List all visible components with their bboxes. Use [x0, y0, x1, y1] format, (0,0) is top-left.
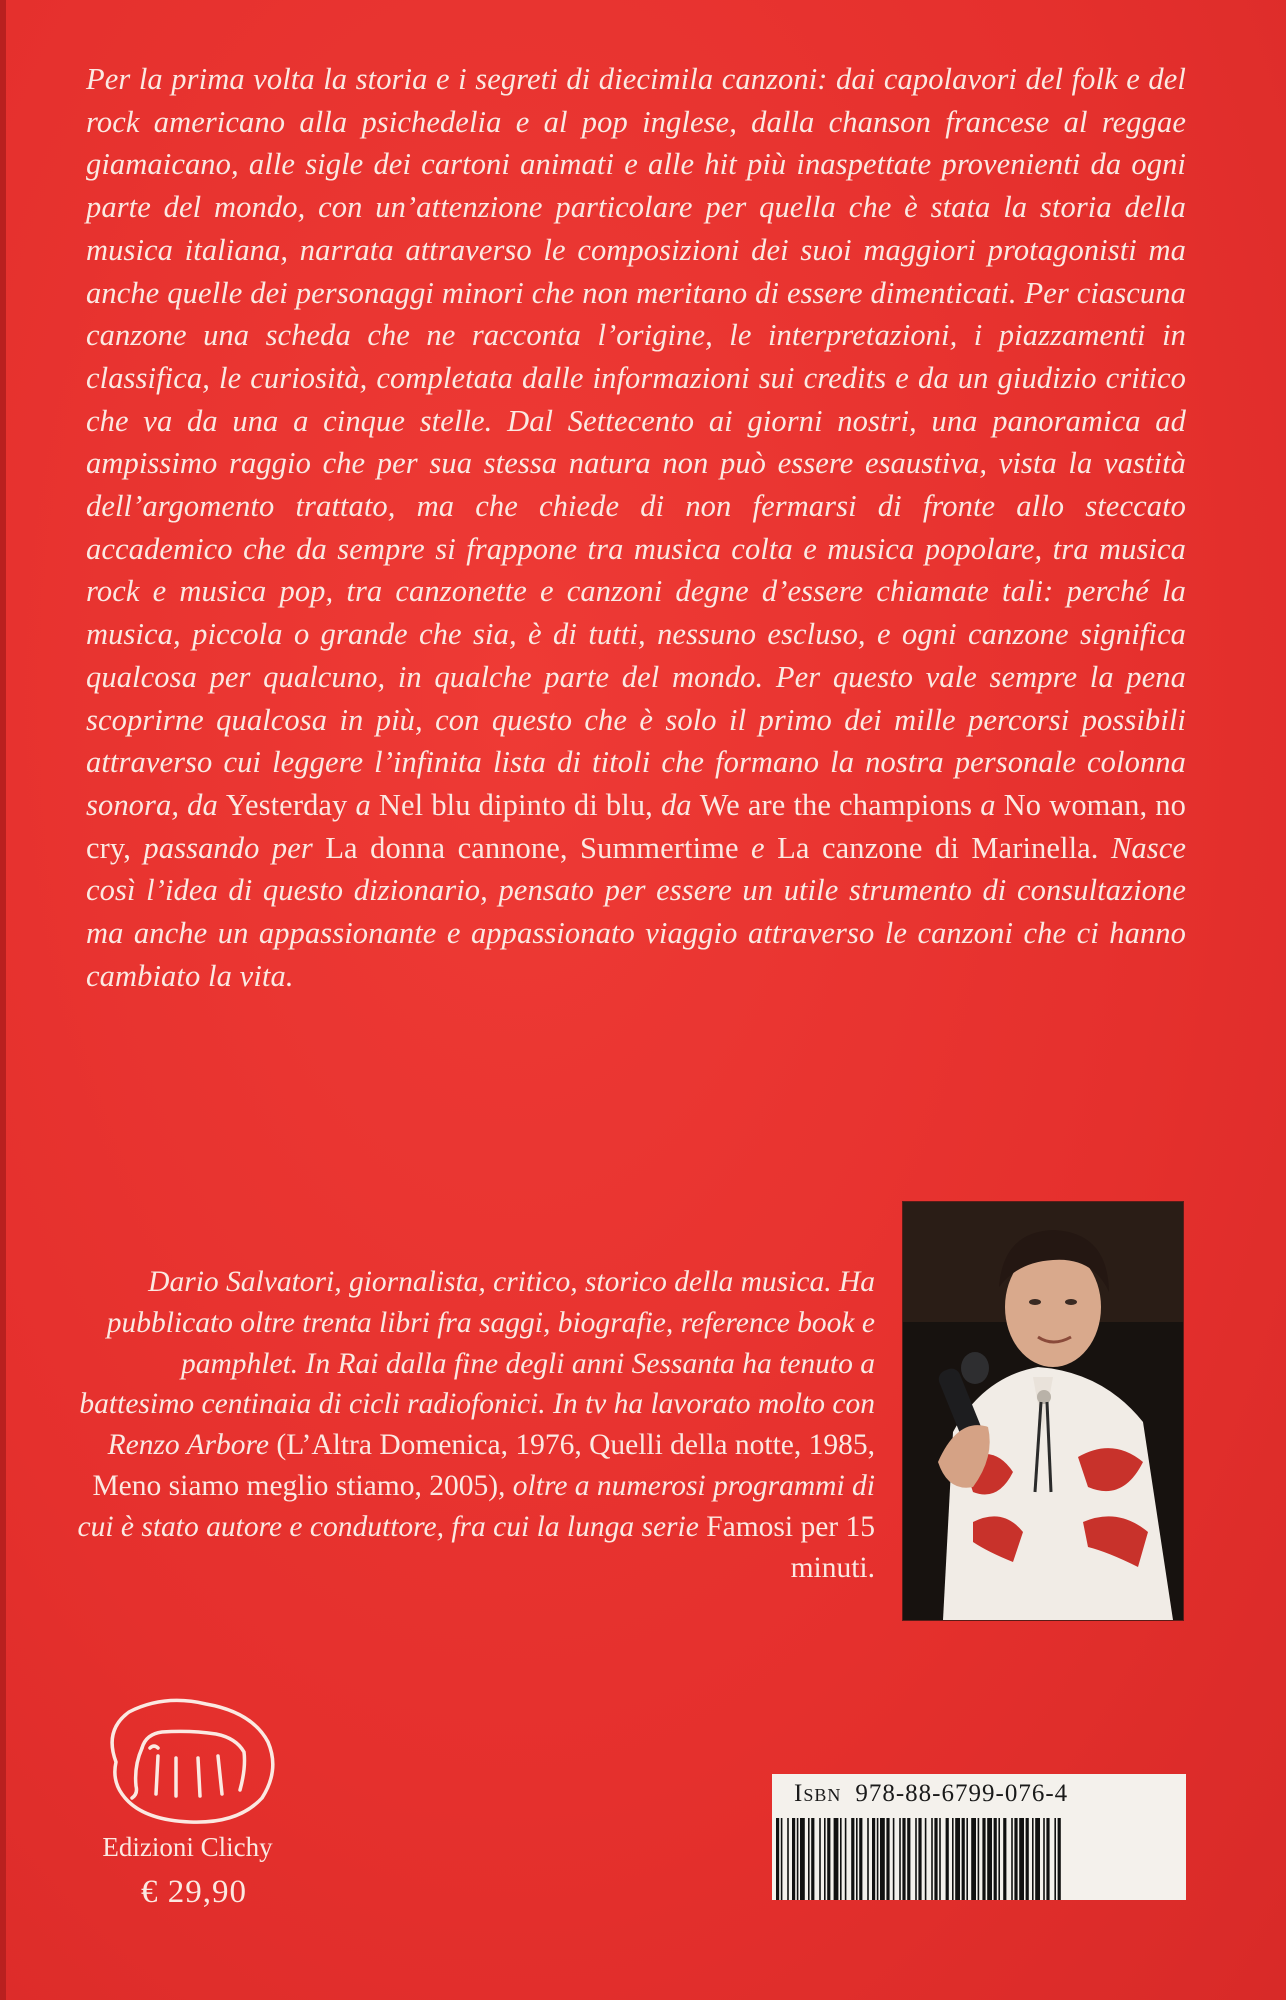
barcode-bar: [925, 1818, 927, 1900]
barcode-bar: [982, 1818, 985, 1900]
bio-segment: Dario Salvatori, giornalista, critico, storico della musica. Ha pubblicato oltre trenta libri fra saggi, biografie, reference book e pamphlet. In Rai dalla fine degli anni Sessanta ha tenuto a battesimo centinaia di cicli radiofonici. In tv ha lavorato molto con Renzo Arbore: [79, 1266, 875, 1462]
barcode-bar: [1043, 1818, 1045, 1900]
barcode-bar: [998, 1818, 1000, 1900]
barcode-bar: [978, 1818, 980, 1900]
barcode-bar: [893, 1818, 895, 1900]
barcode-bar: [994, 1818, 997, 1900]
isbn-label: Isbn: [794, 1780, 842, 1807]
barcode-bar: [792, 1818, 795, 1900]
barcode-bar: [907, 1818, 910, 1900]
barcode-bar: [859, 1818, 862, 1900]
barcode-bar: [880, 1818, 885, 1900]
barcode-bar: [899, 1818, 901, 1900]
barcode-bar: [952, 1818, 954, 1900]
barcode-bar: [955, 1818, 960, 1900]
isbn-number: 978-88-6799-076-4: [855, 1780, 1069, 1807]
blurb-segment: We are the champions: [699, 787, 973, 822]
barcode-bar: [1054, 1818, 1056, 1900]
barcode-bar: [776, 1818, 779, 1900]
barcode-bar: [915, 1818, 917, 1900]
blurb-segment: a: [347, 787, 379, 822]
blurb-segment: No woman, no cry,: [86, 787, 1186, 865]
blurb-segment: a: [972, 787, 1004, 822]
blurb-segment: Nasce così l’idea di questo dizionario, pensato per essere un utile strumento di consultazione ma anche un appassionante e appassionato viaggio attraverso le canzoni che ci hanno cambiato la vita.: [86, 830, 1187, 993]
barcode-bar: [934, 1818, 937, 1900]
barcode-bar: [851, 1818, 854, 1900]
barcode-bar: [808, 1818, 810, 1900]
elephant-logo-icon: [94, 1690, 284, 1826]
blurb-segment: Yesterday: [225, 787, 348, 822]
barcode-bar: [886, 1818, 889, 1900]
cover-edge: [0, 0, 6, 2000]
barcode-bar: [1026, 1818, 1029, 1900]
barcode-bar: [824, 1818, 826, 1900]
blurb-segment: da: [652, 787, 700, 822]
bio-segment: , oltre a numerosi programmi di cui è stato autore e conduttore, fra cui la lunga serie: [77, 1469, 875, 1543]
blurb-segment: La canzone di Marinella.: [777, 830, 1099, 865]
barcode-bar: [787, 1818, 789, 1900]
barcode-bar: [800, 1818, 805, 1900]
isbn-text: [794, 1780, 1068, 1808]
barcode: [772, 1818, 1186, 1900]
barcode-bar: [902, 1818, 905, 1900]
barcode-bar: [946, 1818, 949, 1900]
barcode-bar: [1035, 1818, 1040, 1900]
barcode-bar: [797, 1818, 799, 1900]
barcode-bar: [827, 1818, 830, 1900]
barcode-bar: [819, 1818, 821, 1900]
author-bio-paragraph: [60, 1262, 875, 1588]
barcode-bar: [834, 1818, 839, 1900]
barcode-bar: [1014, 1818, 1017, 1900]
blurb-paragraph: [86, 58, 1186, 997]
publisher-name: Edizioni Clichy: [102, 1832, 273, 1862]
barcode-bar: [811, 1818, 814, 1900]
bio-segment: (L’Altra Domenica, 1976, Quelli della notte, 1985, Meno siamo meglio stiamo, 2005): [92, 1429, 875, 1502]
barcode-bar: [962, 1818, 965, 1900]
bio-segment: Famosi per 15 minuti.: [706, 1510, 875, 1584]
barcode-bar: [1019, 1818, 1024, 1900]
author-bio: [60, 1262, 875, 1588]
barcode-bar: [987, 1818, 992, 1900]
blurb-segment: Per la prima volta la storia e i segreti di diecimila canzoni: dai capolavori del folk e del rock americano alla psichedelia e al pop inglese, dalla chanson francese al reggae giamaicano, alle sigle dei cartoni animati e alle hit più inaspettate provenienti da ogni parte del mondo, con un’attenzione particolare per quella che è stata la storia della musica italiana, narrata attraverso le composizioni dei suoi maggiori protagonisti ma anche quelle dei personaggi minori che non meritano di essere dimenticati. Per ciascuna canzone una scheda che ne racconta l’origine, le interpretazioni, i piazzamenti in classifica, le curiosità, completata dalle informazioni sui credits e da un giudizio critico che va da una a cinque stelle. Dal Settecento ai giorni nostri, una panoramica ad ampissimo raggio che per sua stessa natura non può essere esaustiva, vista la vastità dell’argomento trattato, ma che chiede di non fermarsi di fronte allo steccato accademico che da sempre si frappone tra musica colta e musica popolare, tra musica rock e musica pop, tra canzonette e canzoni degne d’essere chiamate tali: perché la musica, piccola o grande che sia, è di tutti, nessuno escluso, e ogni canzone significa qualcosa per qualcuno, in qualche parte del mondo. Per questo vale sempre la pena scoprirne qualcosa in più, con questo che è solo il primo dei mille percorsi possibili attraverso cui leggere l’infinita lista di titoli che formano la nostra personale colonna sonora, da: [86, 62, 1186, 822]
blurb-segment: La donna cannone, Summertime: [325, 830, 739, 865]
blurb-segment: e: [738, 830, 778, 865]
barcode-bar: [845, 1818, 847, 1900]
barcode-bar: [971, 1818, 976, 1900]
barcode-bar: [840, 1818, 842, 1900]
barcode-bar: [872, 1818, 875, 1900]
author-photo: [902, 1201, 1184, 1621]
barcode-bar: [877, 1818, 879, 1900]
barcode-bar: [966, 1818, 968, 1900]
barcode-bar: [931, 1818, 933, 1900]
barcode-bar: [939, 1818, 941, 1900]
price-label: € 29,90: [141, 1874, 247, 1910]
barcode-bar: [1003, 1818, 1006, 1900]
barcode-bar: [867, 1818, 869, 1900]
barcode-bar: [1046, 1818, 1049, 1900]
barcode-bar: [1011, 1818, 1013, 1900]
isbn-barcode-box: [772, 1774, 1186, 1900]
barcode-bar: [1058, 1818, 1061, 1900]
blurb-segment: passando per: [131, 830, 326, 865]
barcode-bar: [781, 1818, 783, 1900]
barcode-bar: [1032, 1818, 1034, 1900]
blurb-text: [86, 58, 1186, 997]
blurb-segment: Nel blu dipinto di blu,: [378, 787, 653, 822]
barcode-bar: [918, 1818, 921, 1900]
barcode-bar: [856, 1818, 858, 1900]
